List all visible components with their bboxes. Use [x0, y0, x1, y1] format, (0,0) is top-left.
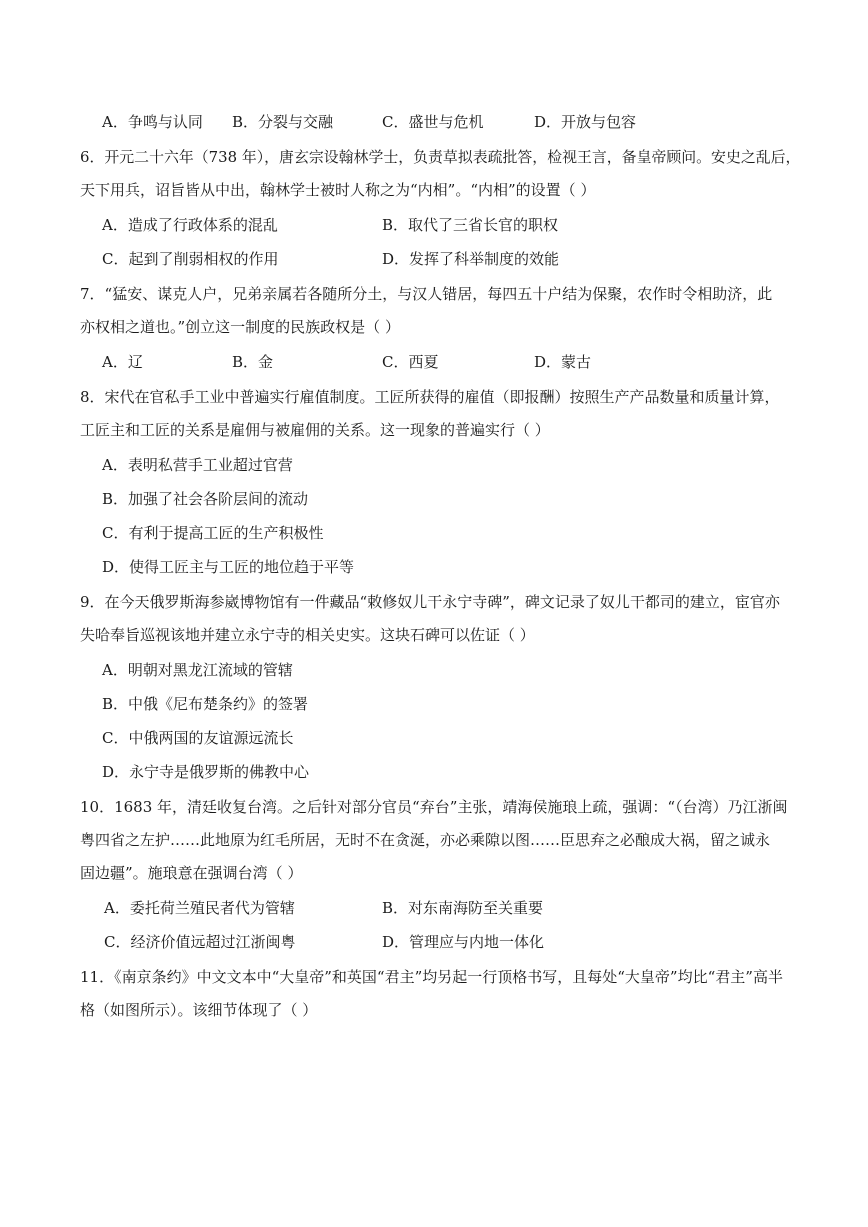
q7-stem-line-2: 亦权相之道也。”创立这一制度的民族政权是（ ） — [80, 318, 400, 336]
q8-option-b: B．加强了社会各阶层间的流动 — [102, 490, 309, 508]
q11-stem-line-2: 格（如图所示）。该细节体现了（ ） — [80, 1001, 318, 1019]
q10-option-a: A．委托荷兰殖民者代为管辖 — [104, 899, 295, 917]
q10-option-c: C．经济价值远超过江浙闽粤 — [104, 933, 296, 951]
q7-stem-line-1: 7．“猛安、谋克人户，兄弟亲属若各随所分土，与汉人错居，每四五十户结为保聚，农作时令相助济，此 — [80, 285, 773, 303]
q7-option-a: A．辽 — [102, 353, 143, 371]
q6-stem-line-2: 天下用兵，诏旨皆从中出，翰林学士被时人称之为“内相”。“内相”的设置（ ） — [80, 181, 596, 199]
q9-option-a: A．明朝对黑龙江流域的管辖 — [102, 661, 293, 679]
q9-option-d: D．永宁寺是俄罗斯的佛教中心 — [102, 763, 310, 781]
q6-option-b: B．取代了三省长官的职权 — [382, 216, 559, 234]
q5-option-b: B．分裂与交融 — [232, 113, 334, 131]
q9-option-b: B．中俄《尼布楚条约》的签署 — [102, 695, 309, 713]
q5-option-d: D．开放与包容 — [534, 113, 637, 131]
q8-stem-line-2: 工匠主和工匠的关系是雇佣与被雇佣的关系。这一现象的普遍实行（ ） — [80, 421, 550, 439]
q5-option-c: C．盛世与危机 — [382, 113, 484, 131]
q6-stem-line-1: 6．开元二十六年（738 年），唐玄宗设翰林学士，负责草拟表疏批答，检视王言，备皇帝顾问。安史之乱后， — [80, 148, 801, 166]
q9-stem-line-1: 9．在今天俄罗斯海参崴博物馆有一件藏品“敕修奴儿干永宁寺碑”，碑文记录了奴儿干都司的建立，宦官亦 — [80, 593, 780, 611]
q8-stem-line-1: 8．宋代在官私手工业中普遍实行雇值制度。工匠所获得的雇值（即报酬）按照生产产品数量和质量计算， — [80, 388, 780, 406]
q6-option-a: A．造成了行政体系的混乱 — [102, 216, 278, 234]
q6-option-c: C．起到了削弱相权的作用 — [102, 250, 279, 268]
q7-option-b: B．金 — [232, 353, 274, 371]
q9-stem-line-2: 失哈奉旨巡视该地并建立永宁寺的相关史实。这块石碑可以佐证（ ） — [80, 626, 535, 644]
q6-option-d: D．发挥了科举制度的效能 — [382, 250, 560, 268]
q10-stem-line-2: 粤四省之左护……此地原为红毛所居，无时不在贪涎，亦必乘隙以图……臣思弃之必酿成大祸，留之诚永 — [80, 831, 771, 849]
q7-option-d: D．蒙古 — [534, 353, 592, 371]
q8-option-d: D．使得工匠主与工匠的地位趋于平等 — [102, 558, 355, 576]
q8-option-c: C．有利于提高工匠的生产积极性 — [102, 524, 324, 542]
q11-stem-line-1: 11．《南京条约》中文文本中“大皇帝”和英国“君主”均另起一行顶格书写，且每处“大皇帝”均比“君主”高半 — [80, 968, 783, 986]
q10-stem-line-1: 10．1683 年，清廷收复台湾。之后针对部分官员“弃台”主张，靖海侯施琅上疏，强调：“（台湾）乃江浙闽 — [80, 798, 788, 816]
q5-option-a: A．争鸣与认同 — [102, 113, 203, 131]
q7-option-c: C．西夏 — [382, 353, 439, 371]
q10-option-b: B．对东南海防至关重要 — [382, 899, 544, 917]
q8-option-a: A．表明私营手工业超过官营 — [102, 456, 293, 474]
q10-option-d: D．管理应与内地一体化 — [382, 933, 545, 951]
q9-option-c: C．中俄两国的友谊源远流长 — [102, 729, 294, 747]
q10-stem-line-3: 固边疆”。施琅意在强调台湾（ ） — [80, 864, 303, 882]
